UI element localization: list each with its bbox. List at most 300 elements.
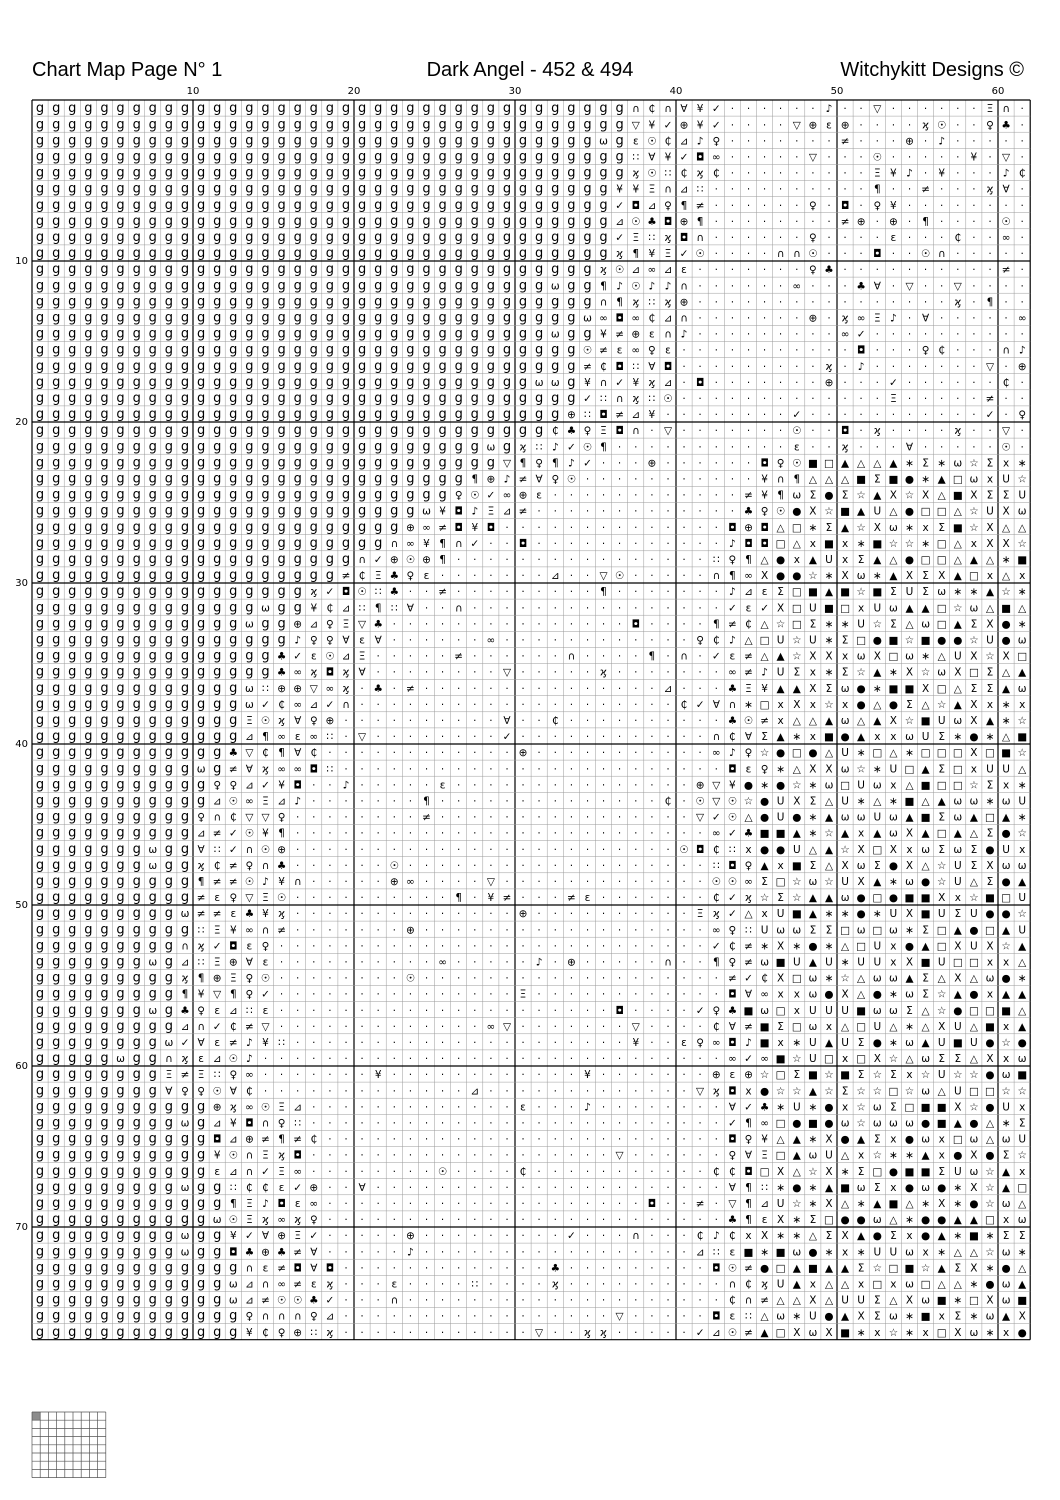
stitch-symbol: · [570,618,573,630]
stitch-symbol: g [116,294,124,309]
stitch-symbol: g [165,1293,173,1308]
stitch-symbol: g [68,616,76,631]
stitch-symbol: · [843,232,846,244]
stitch-symbol: g [149,777,157,792]
stitch-symbol: ∩ [664,329,672,341]
stitch-symbol: ▲ [938,1230,947,1242]
stitch-symbol: ω [953,715,962,727]
stitch-symbol: g [310,166,318,181]
stitch-symbol: · [666,715,669,727]
stitch-symbol: g [310,311,318,326]
stitch-symbol: · [698,554,701,566]
stitch-symbol: g [438,101,446,116]
stitch-symbol: ω [857,651,866,663]
stitch-symbol: ■ [905,1262,915,1274]
stitch-symbol: g [149,1019,157,1034]
stitch-symbol: g [390,327,398,342]
stitch-symbol: g [100,1260,108,1275]
stitch-symbol: · [666,1166,669,1178]
stitch-symbol: g [551,166,559,181]
stitch-symbol: · [473,1182,476,1194]
stitch-symbol: g [100,616,108,631]
stitch-symbol: ⊕ [390,876,399,888]
stitch-symbol: g [551,182,559,197]
stitch-symbol: g [68,697,76,712]
stitch-symbol: g [310,536,318,551]
stitch-symbol: ⊕ [277,844,286,856]
stitch-symbol: ω [1002,860,1011,872]
stitch-symbol: · [763,135,766,147]
stitch-symbol: g [149,150,157,165]
stitch-symbol: g [181,794,189,809]
stitch-symbol: ♀ [873,200,881,212]
stitch-symbol: · [489,618,492,630]
stitch-symbol: · [715,586,718,598]
stitch-symbol: Χ [970,715,977,727]
stitch-symbol: g [294,101,302,116]
stitch-symbol: ⊿ [213,1118,222,1130]
stitch-symbol: ● [921,1118,930,1130]
stitch-symbol: ♣ [567,425,576,437]
stitch-symbol: · [779,168,782,180]
stitch-symbol: ω [181,1182,190,1194]
stitch-symbol: · [457,860,460,872]
stitch-symbol: ∞ [277,763,286,775]
stitch-symbol: g [100,810,108,825]
stitch-symbol: g [52,439,60,454]
stitch-symbol: g [374,455,382,470]
stitch-symbol: · [666,1311,669,1323]
stitch-symbol: g [390,407,398,422]
stitch-symbol: · [505,602,508,614]
chart-symbols [36,101,1027,1340]
stitch-symbol: · [650,860,653,872]
stitch-symbol: g [84,1051,92,1066]
stitch-symbol: ▲ [825,892,834,904]
stitch-symbol: · [666,1246,669,1258]
stitch-symbol: △ [809,1230,818,1242]
stitch-symbol: U [857,957,865,969]
stitch-symbol: · [457,1150,460,1162]
stitch-symbol: Σ [922,989,929,1001]
stitch-symbol: □ [969,570,979,582]
stitch-symbol: ¶ [198,973,205,985]
stitch-symbol: ♪ [697,135,704,147]
stitch-symbol: · [940,280,943,292]
stitch-symbol: g [149,423,157,438]
stitch-symbol: · [489,1327,492,1339]
stitch-symbol: · [393,1166,396,1178]
stitch-symbol: x [794,1005,800,1017]
stitch-symbol: ● [969,989,978,1001]
stitch-symbol: · [618,892,621,904]
stitch-symbol: · [779,280,782,292]
stitch-symbol: △ [954,1246,963,1258]
stitch-symbol: Χ [970,1150,977,1162]
stitch-symbol: ¥ [246,1327,253,1339]
stitch-symbol: · [827,184,830,196]
stitch-symbol: ♀ [922,345,930,357]
stitch-symbol: □ [776,1150,786,1162]
stitch-symbol: · [634,812,637,824]
stitch-symbol: · [843,152,846,164]
stitch-symbol: g [36,1196,44,1211]
stitch-symbol: · [489,1279,492,1291]
stitch-symbol: · [698,1150,701,1162]
stitch-symbol: g [68,1035,76,1050]
stitch-symbol: ◘ [664,361,672,373]
stitch-symbol: ω [889,1005,898,1017]
stitch-symbol: g [165,552,173,567]
stitch-symbol: ● [937,1182,946,1194]
stitch-symbol: · [908,409,911,421]
stitch-symbol: ∗ [986,1327,995,1339]
stitch-symbol: ∩ [262,924,270,936]
stitch-symbol: g [165,101,173,116]
stitch-symbol: ≠ [921,184,930,196]
stitch-symbol: · [602,1279,605,1291]
stitch-symbol: g [52,117,60,132]
stitch-symbol: g [149,1164,157,1179]
stitch-symbol: ∗ [937,1246,946,1258]
stitch-symbol: ⊕ [245,1134,254,1146]
stitch-symbol: ∩ [262,1311,270,1323]
stitch-symbol: g [133,568,141,583]
stitch-symbol: △ [986,554,995,566]
stitch-symbol: · [731,135,734,147]
stitch-symbol: ∷ [649,393,656,405]
stitch-symbol: g [471,278,479,293]
stitch-symbol: ∀ [310,1262,318,1274]
stitch-symbol: ω [1002,1134,1011,1146]
stitch-symbol: · [554,1037,557,1049]
stitch-symbol: · [586,1085,589,1097]
stitch-symbol: · [602,860,605,872]
row-label: 70 [15,1222,28,1233]
stitch-symbol: g [149,890,157,905]
stitch-symbol: ▽ [809,152,818,164]
stitch-symbol: g [213,423,221,438]
stitch-symbol: ∞ [277,731,286,743]
stitch-symbol: ■ [1001,602,1011,614]
stitch-symbol: · [328,1198,331,1210]
stitch-symbol: ≠ [197,892,206,904]
stitch-symbol: · [972,184,975,196]
stitch-symbol: ▲ [970,812,979,824]
stitch-symbol: g [116,1212,124,1227]
stitch-symbol: g [503,407,511,422]
stitch-symbol: □ [953,957,963,969]
stitch-symbol: · [666,522,669,534]
stitch-symbol: x [842,1101,848,1113]
stitch-symbol: ■ [872,538,882,550]
stitch-symbol: ¥ [649,409,656,421]
stitch-symbol: · [457,1085,460,1097]
stitch-symbol: · [570,522,573,534]
stitch-symbol: g [116,504,124,519]
stitch-symbol: · [1021,248,1024,260]
stitch-symbol: ⊕ [1018,361,1027,373]
stitch-symbol: · [666,1327,669,1339]
stitch-symbol: ω [116,1053,125,1065]
stitch-symbol: ∞ [293,667,302,679]
stitch-symbol: · [698,763,701,775]
stitch-symbol: x [922,1327,928,1339]
stitch-symbol: g [133,472,141,487]
stitch-symbol: Ξ [649,184,656,196]
stitch-symbol: · [489,763,492,775]
stitch-symbol: g [471,246,479,261]
stitch-symbol: · [666,860,669,872]
stitch-symbol: Χ [841,570,848,582]
stitch-symbol: · [715,602,718,614]
stitch-symbol: □ [953,1134,963,1146]
stitch-symbol: · [972,393,975,405]
stitch-symbol: g [52,1196,60,1211]
stitch-symbol: U [761,924,769,936]
stitch-symbol: ∗ [1018,973,1027,985]
stitch-symbol: · [505,844,508,856]
stitch-symbol: · [650,796,653,808]
stitch-symbol: g [84,150,92,165]
stitch-symbol: · [537,522,540,534]
stitch-symbol: · [473,1134,476,1146]
stitch-symbol: · [505,924,508,936]
stitch-symbol: g [165,777,173,792]
stitch-symbol: g [583,117,591,132]
stitch-symbol: g [455,311,463,326]
stitch-symbol: · [892,280,895,292]
stitch-symbol: · [634,1295,637,1307]
stitch-symbol: ☆ [856,490,865,502]
stitch-symbol: · [409,747,412,759]
stitch-symbol: ∀ [342,635,350,647]
stitch-symbol: ≠ [519,474,528,486]
stitch-symbol: □ [872,1279,882,1291]
stitch-symbol: · [843,168,846,180]
stitch-symbol: g [277,311,285,326]
stitch-symbol: · [650,828,653,840]
stitch-symbol: Σ [987,667,994,679]
stitch-symbol: ∩ [181,940,189,952]
stitch-symbol: g [261,278,269,293]
stitch-symbol: ■ [905,683,915,695]
stitch-symbol: ☆ [921,1069,930,1081]
stitch-symbol: g [535,407,543,422]
stitch-symbol: g [116,182,124,197]
stitch-symbol: ∷ [632,152,639,164]
stitch-symbol: g [277,214,285,229]
stitch-symbol: g [197,472,205,487]
stitch-symbol: △ [841,1198,850,1210]
stitch-symbol: g [229,504,237,519]
stitch-symbol: ▲ [809,957,818,969]
stitch-symbol: ✓ [760,602,769,614]
stitch-symbol: ● [808,940,817,952]
stitch-symbol: · [441,1134,444,1146]
stitch-symbol: ♀ [745,1134,753,1146]
stitch-symbol: · [296,844,299,856]
stitch-symbol: ∷ [262,683,269,695]
stitch-symbol: · [908,377,911,389]
stitch-symbol: · [344,1118,347,1130]
stitch-symbol: · [441,892,444,904]
stitch-symbol: · [924,264,927,276]
stitch-symbol: · [425,892,428,904]
stitch-symbol: · [473,747,476,759]
stitch-symbol: ω [905,731,914,743]
stitch-symbol: · [409,1037,412,1049]
stitch-symbol: · [602,747,605,759]
stitch-symbol: ω [889,812,898,824]
stitch-symbol: g [277,166,285,181]
stitch-symbol: ☉ [728,1327,737,1339]
stitch-symbol: · [409,667,412,679]
stitch-symbol: g [116,1196,124,1211]
stitch-symbol: g [52,665,60,680]
stitch-symbol: g [181,246,189,261]
stitch-symbol: · [698,667,701,679]
stitch-symbol: ▽ [616,1311,625,1323]
stitch-symbol: g [261,616,269,631]
stitch-symbol: ⊕ [825,377,834,389]
stitch-symbol: g [84,1164,92,1179]
stitch-symbol: ω [181,1118,190,1130]
stitch-symbol: ¶ [375,602,382,614]
stitch-symbol: · [505,570,508,582]
stitch-symbol: g [149,294,157,309]
stitch-symbol: g [277,455,285,470]
stitch-symbol: ≠ [213,828,222,840]
stitch-symbol: · [393,812,396,824]
stitch-symbol: · [827,135,830,147]
stitch-symbol: · [747,248,750,260]
stitch-symbol: Σ [922,570,929,582]
stitch-symbol: · [795,329,798,341]
stitch-symbol: ⊕ [309,1182,318,1194]
stitch-symbol: ∀ [310,1246,318,1258]
stitch-symbol: Ξ [166,1069,173,1081]
stitch-symbol: g [342,391,350,406]
stitch-symbol: g [294,600,302,615]
stitch-symbol: ● [969,924,978,936]
stitch-symbol: g [406,327,414,342]
stitch-symbol: g [116,745,124,760]
stitch-symbol: g [487,391,495,406]
stitch-symbol: ¶ [471,474,478,486]
stitch-symbol: ■ [1017,731,1027,743]
stitch-symbol: · [618,1101,621,1113]
stitch-symbol: g [229,1309,237,1324]
stitch-symbol: g [165,1196,173,1211]
stitch-symbol: g [455,439,463,454]
stitch-symbol: · [570,667,573,679]
stitch-symbol: ☉ [937,119,946,131]
stitch-symbol: g [310,375,318,390]
stitch-symbol: ⊿ [325,1311,334,1323]
stitch-symbol: · [473,812,476,824]
stitch-symbol: g [149,922,157,937]
stitch-symbol: ♣ [245,908,254,920]
stitch-symbol: ♣ [309,1295,318,1307]
stitch-symbol: g [116,681,124,696]
current-page-highlight [32,1412,40,1420]
stitch-symbol: · [747,409,750,421]
stitch-symbol: · [618,1246,621,1258]
stitch-symbol: · [393,1101,396,1113]
stitch-symbol: g [374,407,382,422]
stitch-symbol: · [1021,393,1024,405]
stitch-symbol: ☉ [406,973,415,985]
stitch-symbol: □ [760,699,770,711]
stitch-symbol: · [473,908,476,920]
stitch-symbol: g [197,1164,205,1179]
stitch-symbol: ● [857,892,866,904]
stitch-symbol: g [213,665,221,680]
stitch-symbol: · [441,1327,444,1339]
stitch-symbol: · [698,1295,701,1307]
stitch-symbol: · [425,1069,428,1081]
stitch-symbol: ∀ [1003,184,1011,196]
stitch-symbol: Χ [890,715,897,727]
stitch-symbol: g [68,552,76,567]
stitch-symbol: △ [1002,731,1011,743]
stitch-symbol: g [567,262,575,277]
stitch-symbol: · [328,924,331,936]
stitch-symbol: g [84,616,92,631]
stitch-symbol: g [213,150,221,165]
stitch-symbol: g [213,198,221,213]
stitch-symbol: Χ [906,957,913,969]
stitch-symbol: g [245,327,253,342]
stitch-symbol: g [583,101,591,116]
stitch-symbol: g [213,729,221,744]
stitch-symbol: g [277,616,285,631]
stitch-symbol: · [731,393,734,405]
stitch-symbol: Ξ [665,248,672,260]
stitch-symbol: · [618,957,621,969]
stitch-symbol: · [409,1053,412,1065]
stitch-symbol: g [213,1293,221,1308]
stitch-symbol: ● [873,1230,882,1242]
stitch-symbol: ∀ [407,602,415,614]
stitch-symbol: · [328,1118,331,1130]
stitch-symbol: ϗ [326,1279,333,1291]
stitch-symbol: g [342,423,350,438]
stitch-symbol: ∗ [857,747,866,759]
stitch-symbol: · [377,924,380,936]
stitch-symbol: g [52,1067,60,1082]
pattern-title: Dark Angel - 452 & 494 [0,56,1060,84]
stitch-symbol: g [455,294,463,309]
stitch-symbol: g [213,455,221,470]
stitch-symbol: ⊕ [293,618,302,630]
stitch-symbol: · [554,1053,557,1065]
stitch-symbol: · [940,361,943,373]
stitch-symbol: ε [826,119,832,131]
stitch-symbol: · [521,1118,524,1130]
stitch-symbol: ♀ [729,924,737,936]
stitch-symbol: · [360,892,363,904]
stitch-symbol: · [425,908,428,920]
stitch-symbol: · [489,1069,492,1081]
stitch-symbol: ▲ [1002,812,1011,824]
stitch-symbol: · [457,1053,460,1065]
stitch-symbol: · [731,377,734,389]
stitch-symbol: x [745,1230,751,1242]
stitch-symbol: g [342,375,350,390]
stitch-symbol: · [457,1182,460,1194]
